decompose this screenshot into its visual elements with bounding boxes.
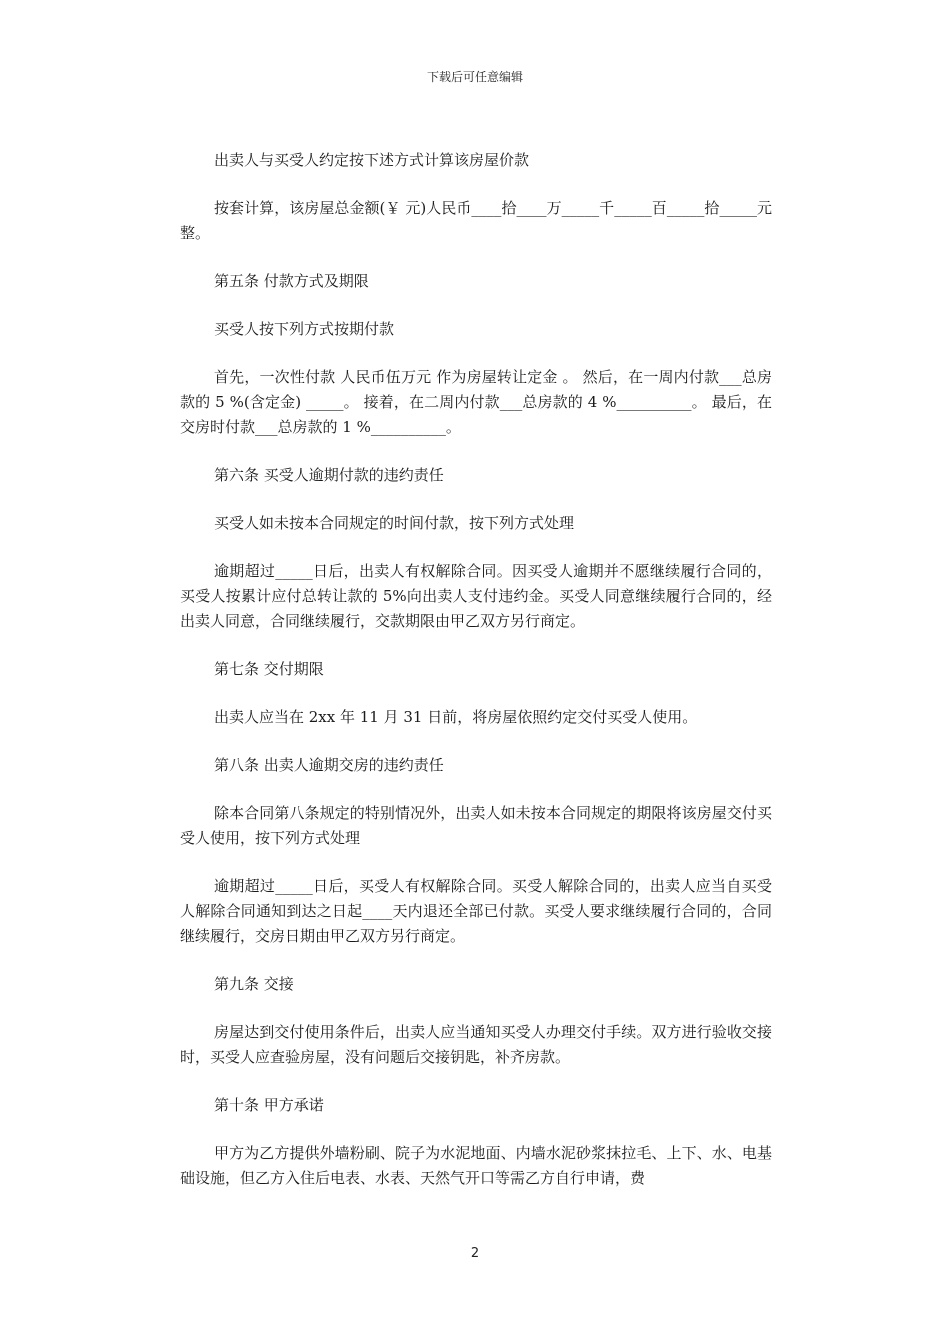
article-5-heading: 第五条 付款方式及期限 (214, 272, 369, 290)
article-8-heading: 第八条 出卖人逾期交房的违约责任 (214, 756, 444, 774)
article-10-heading: 第十条 甲方承诺 (214, 1096, 324, 1114)
paragraph-payment-schedule: 首先，一次性付款 人民币伍万元 作为房屋转让定金 。 然后，在一周内付款___总房款的 5 %(含定金) _____。 接着，在二周内付款___总房款的 4 %__________。 最后，在交房时付款___总房款的 1 %__________。 (180, 368, 772, 436)
page-number: 2 (470, 1246, 480, 1261)
paragraph-late-delivery-terms: 逾期超过_____日后，买受人有权解除合同。买受人解除合同的，出卖人应当自买受人解除合同通知到达之日起____天内退还全部已付款。买受人要求继续履行合同的，合同继续履行，交房日期由甲乙双方另行商定。 (180, 877, 772, 945)
paragraph-late-payment-intro: 买受人如未按本合同规定的时间付款，按下列方式处理 (214, 514, 575, 532)
paragraph-delivery-date: 出卖人应当在 2xx 年 11 月 31 日前，将房屋依照约定交付买受人使用。 (214, 708, 698, 726)
page-header: 下载后可任意编辑 (426, 70, 523, 84)
paragraph-payment-intro: 买受人按下列方式按期付款 (214, 320, 395, 338)
paragraph-late-payment-terms: 逾期超过_____日后，出卖人有权解除合同。因买受人逾期并不愿继续履行合同的，买受人按累计应付总转让款的 5%向出卖人支付违约金。买受人同意继续履行合同的，经出卖人同意，合同继续履行，交款期限由甲乙双方另行商定。 (180, 562, 772, 630)
paragraph-party-a-commitment: 甲方为乙方提供外墙粉刷、院子为水泥地面、内墙水泥砂浆抹拉毛、上下、水、电基础设施，但乙方入住后电表、水表、天然气开口等需乙方自行申请，费 (180, 1144, 772, 1187)
paragraph-price-method: 出卖人与买受人约定按下述方式计算该房屋价款 (214, 151, 530, 169)
paragraph-late-delivery-intro: 除本合同第八条规定的特别情况外，出卖人如未按本合同规定的期限将该房屋交付买受人使用，按下列方式处理 (180, 804, 772, 847)
article-9-heading: 第九条 交接 (214, 975, 294, 993)
article-6-heading: 第六条 买受人逾期付款的违约责任 (214, 466, 444, 484)
article-7-heading: 第七条 交付期限 (214, 660, 324, 678)
document-body (180, 148, 772, 1214)
paragraph-handover: 房屋达到交付使用条件后，出卖人应当通知买受人办理交付手续。双方进行验收交接时，买受人应查验房屋，没有问题后交接钥匙，补齐房款。 (180, 1023, 772, 1066)
paragraph-total-amount: 按套计算，该房屋总金额(￥ 元)人民币____拾____万_____千_____百_____拾_____元整。 (180, 199, 772, 242)
